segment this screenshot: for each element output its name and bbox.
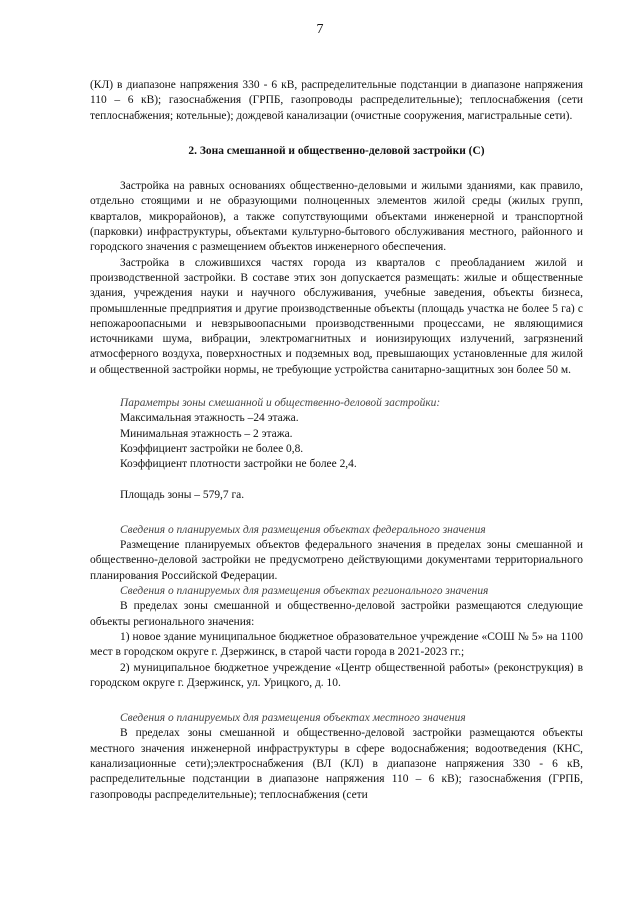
page-content (90, 78, 583, 803)
param-min-floors: Минимальная этажность – 2 этажа. (120, 427, 293, 440)
regional-title: Сведения о планируемых для размещения объектах регионального значения (120, 585, 489, 598)
federal-text: Размещение планируемых объектов федерального значения в пределах зоны смешанной и общественно-деловой застройки не предусмотрено действующими документами территориального планирования Российской Федерации. (90, 539, 583, 582)
param-building-coef: Коэффициент застройки не более 0,8. (120, 442, 304, 455)
page-number: 7 (316, 22, 324, 37)
federal-title: Сведения о планируемых для размещения объектах федерального значения (120, 523, 486, 536)
param-density-coef: Коэффициент плотности застройки не более 2,4. (120, 458, 357, 471)
regional-item-1: 1) новое здание муниципальное бюджетное образовательное учреждение «СОШ № 5» на 1100 мест в городском округе г. Дзержинск, в старой части города в 2021-2023 гг.; (90, 630, 583, 659)
paragraph-2: Застройка в сложившихся частях города из кварталов с преобладанием жилой и производственной застройки. В составе этих зон допускается размещать: жилые и общественные здания, учреждения науки и научного обслуживания, учебные заведения, объекты бизнеса, промышленные предприятия и другие производственные объекты (площадь участка не более 5 га) с непожароопасными и невзрывоопасными производственными процессами, не являющимися источниками шума, вибрации, электромагнитных и ионизирующих излучений, загрязнений атмосферного воздуха, поверхностных и подземных вод, превышающих установленные для жилой и общественной застройки нормы, не требующие устройства санитарно-защитных зон более 50 м. (90, 256, 583, 376)
zone-area: Площадь зоны – 579,7 га. (120, 488, 245, 501)
regional-text: В пределах зоны смешанной и общественно-деловой застройки размещаются следующие объекты регионального значения: (90, 600, 583, 628)
intro-paragraph: (КЛ) в диапазоне напряжения 330 - 6 кВ, распределительные подстанции в диапазоне напряжения 110 – 6 кВ); газоснабжения (ГРПБ, газопроводы распределительные); теплоснабжения (сети теплоснабжения; котельные); дождевой канализации (очистные сооружения, магистральные сети). (90, 79, 583, 122)
regional-item-2: 2) муниципальное бюджетное учреждение «Центр общественной работы» (реконструкция) в городском округе г. Дзержинск, ул. Урицкого, д. 10. (90, 661, 583, 689)
local-title: Сведения о планируемых для размещения объектах местного значения (120, 712, 466, 725)
param-max-floors: Максимальная этажность –24 этажа. (120, 412, 299, 425)
local-text: В пределах зоны смешанной и общественно-деловой застройки размещаются объекты местного значения инженерной инфраструктуры в сфере водоснабжения; водоотведения (КНС, канализационные сети);электроснабжения (ВЛ (КЛ) в диапазоне напряжения 330 - 6 кВ, распределительные подстанции в диапазоне напряжения 110 – 6 кВ); газоснабжения (ГРПБ, газопроводы распределительные); теплоснабжения (сети (90, 727, 583, 801)
params-title: Параметры зоны смешанной и общественно-деловой застройки: (120, 397, 441, 410)
paragraph-1: Застройка на равных основаниях общественно-деловыми и жилыми зданиями, как правило, отдельно стоящими и не образующими полноценных элементов жилой среды (жилых групп, кварталов, микрорайонов), а также сопутствующими объектами инженерной и транспортной (парковки) инфраструктуры, объектами культурно-бытового обслуживания местного, районного и городского значения с размещением объектов инженерного обеспечения. (90, 180, 583, 254)
section-title: 2. Зона смешанной и общественно-деловой застройки (С) (188, 144, 485, 157)
